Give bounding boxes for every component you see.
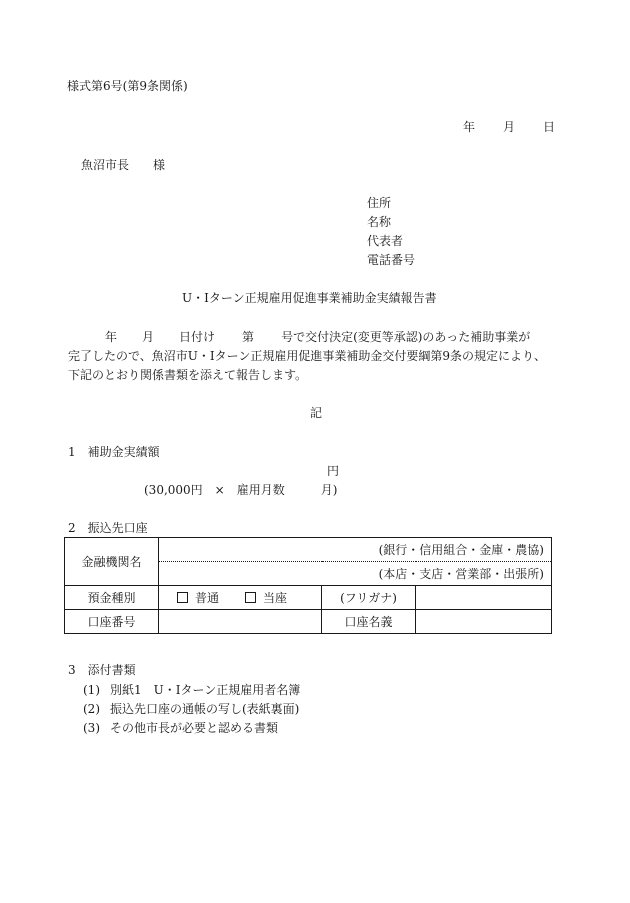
section-1-heading: 1 補助金実績額 xyxy=(68,445,160,459)
attachment-item xyxy=(83,684,300,696)
account-name-field[interactable] xyxy=(416,610,552,634)
branch-type-field[interactable] xyxy=(159,562,552,586)
date-line xyxy=(463,121,555,133)
checkbox-square-icon xyxy=(245,592,256,603)
bank-type-field[interactable] xyxy=(159,538,552,562)
checkbox-current[interactable] xyxy=(245,591,287,605)
body-line-2: 完了したので、魚沼市U・Iターン正規雇用促進事業補助金交付要綱第9条の規定により、 xyxy=(68,349,547,363)
body-month: 月 xyxy=(142,330,155,344)
form-number: 様式第6号(第9条関係) xyxy=(67,79,188,93)
applicant-address-label: 住所 xyxy=(367,196,392,210)
account-type-options xyxy=(159,586,322,610)
account-name-label: 口座名義 xyxy=(322,610,416,634)
body-date: 日付け xyxy=(179,330,216,344)
date-month-label: 月 xyxy=(503,120,516,134)
calc-left: (30,000円 × 雇用月数 xyxy=(144,483,285,497)
document-title: U・Iターン正規雇用促進事業補助金実績報告書 xyxy=(182,291,437,305)
attachment-text: 別紙1 U・Iターン正規雇用者名簿 xyxy=(110,683,301,697)
body-year: 年 xyxy=(105,330,118,344)
bank-name-label: 金融機関名 xyxy=(65,538,159,586)
checkbox-current-label: 当座 xyxy=(263,591,288,605)
section-3-heading: 3 添付書類 xyxy=(68,663,136,677)
attachment-item xyxy=(83,722,278,734)
date-year-label: 年 xyxy=(463,120,476,134)
calc-right: 月) xyxy=(320,483,338,497)
body-line-1 xyxy=(105,331,530,343)
branch-type-options: (本店・支店・営業部・出張所) xyxy=(378,567,544,581)
attachment-text: 振込先口座の通帳の写し(表紙裏面) xyxy=(110,702,300,716)
addressee xyxy=(81,159,165,171)
attachment-text: その他市長が必要と認める書類 xyxy=(110,721,279,735)
furigana-field[interactable] xyxy=(416,586,552,610)
ki-heading: 記 xyxy=(310,406,323,420)
addressee-name: 魚沼市長 xyxy=(81,158,130,172)
bank-type-options: (銀行・信用組合・金庫・農協) xyxy=(378,543,544,557)
account-type-label: 預金種別 xyxy=(65,586,159,610)
yen-unit: 円 xyxy=(327,464,340,478)
attachment-item xyxy=(83,703,299,715)
account-number-field[interactable] xyxy=(159,610,322,634)
attachment-number: (1) xyxy=(83,683,100,697)
section-2-heading: 2 振込先口座 xyxy=(68,521,148,535)
account-number-label: 口座番号 xyxy=(65,610,159,634)
body-rest: 号で交付決定(変更等承認)のあった補助事業が xyxy=(281,330,531,344)
date-day-label: 日 xyxy=(543,120,556,134)
furigana-label: (フリガナ) xyxy=(322,586,416,610)
body-line-3: 下記のとおり関係書類を添えて報告します。 xyxy=(68,368,308,382)
body-number: 第 xyxy=(242,330,255,344)
applicant-representative-label: 代表者 xyxy=(367,234,404,248)
addressee-honorific: 様 xyxy=(153,158,166,172)
bank-account-table xyxy=(64,537,552,634)
calc-line xyxy=(144,484,337,496)
checkbox-square-icon xyxy=(177,592,188,603)
applicant-name-label: 名称 xyxy=(367,215,392,229)
attachment-number: (2) xyxy=(83,702,100,716)
checkbox-ordinary-label: 普通 xyxy=(195,591,220,605)
checkbox-ordinary[interactable] xyxy=(177,591,219,605)
applicant-phone-label: 電話番号 xyxy=(367,253,416,267)
attachment-number: (3) xyxy=(83,721,100,735)
